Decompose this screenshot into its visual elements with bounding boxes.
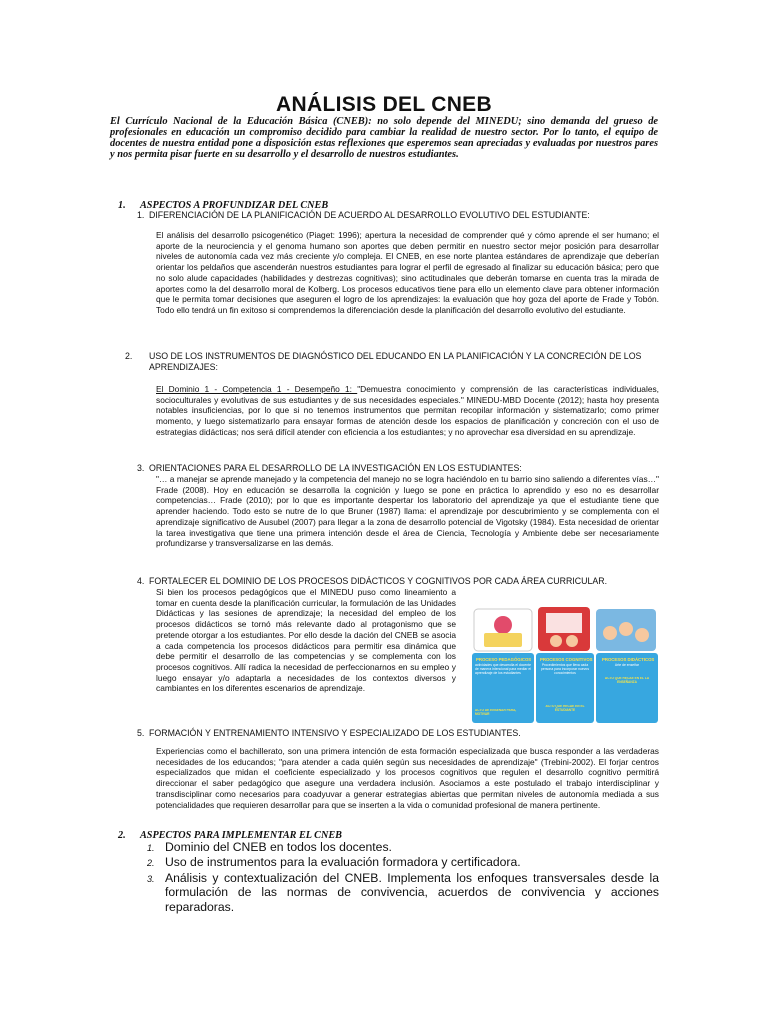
figure-panel-3-title: PROCESOS DIDÁCTICOS [602, 657, 655, 662]
subsection-3-body: "… a manejar se aprende manejado y la competencia del manejo no se logra haciéndolo en tu barrio sino saliendo a diferentes vías…" Frade (2008). Hoy en educación se desarrolla la cognición y luego se pone en práctica lo aprendido y eso no es desarrollar competencias… Frade (2010); por lo que es importante despertar los laboratorio del aprendizaje ya que el estudiante tiene que aprender haciendo. Todo esto se nutre de lo que Bruner (1987) llama: el aprendizaje por descubrimiento y se complementa con el aprendizaje significativo de Ausubel (2007) para llegar a la zona de desarrollo potencial de Vigotsky (1984). Esta necesidad de orientar la tarea investigativa que tiene una primera intención desde el área de Ciencia, Tecnología y Ambiente debe ser necesariamente profundizarse y transversalizarse en las demás. [156, 474, 659, 549]
page-title: ANÁLISIS DEL CNEB [276, 93, 492, 116]
list-item-text: Uso de instrumentos para la evaluación formadora y certificadora. [165, 855, 521, 870]
list-item [147, 840, 659, 854]
figure-photo-3-child [603, 626, 617, 640]
subsection-3-title: ORIENTACIONES PARA EL DESARROLLO DE LA INVESTIGACIÓN EN LOS ESTUDIANTES: [149, 463, 522, 473]
figure-panel-3-text: Arte de enseñar [614, 663, 640, 667]
figure-panel-2-text: Procedimientos que lleva cada persona para incorporar nuevos conocimientos [540, 663, 590, 676]
list-item-text: Análisis y contextualización del CNEB. Implementa los enfoques transversales desde la formulación de las normas de convivencia, acuerdos de convivencia y acciones reparadoras. [165, 870, 659, 914]
subsection-2-body [156, 384, 659, 438]
subsection-2-heading [125, 351, 671, 373]
figure-photo-3-child-3 [635, 628, 649, 642]
figure-panel-3-text-box [599, 663, 655, 677]
figure-panel-1-title: PROCESO PEDAGÓGICOS [476, 657, 532, 662]
didactic-processes-figure [470, 605, 660, 725]
figure-panel-1-text-box [475, 663, 531, 707]
list-item [147, 871, 659, 914]
figure-photo-2-child [550, 635, 562, 647]
subsection-4-body: Si bien los procesos pedagógicos que el MINEDU puso como lineamiento a tomar en cuenta desde la planificación curricular, la formulación de las Unidades Didácticas y las sesiones de aprendizaje; la necesidad del empleo de los procesos didácticos se tornó más relevante dado al protagonismo que se pretende otorgar a los estudiantes. Por ello desde la dación del CNEB se asocia a cada competencia los procesos didácticos para permitir esa dinámica que debe permitir el desarrollo de las competencias y se complementa con los procesos cognitivos. Allí radica la necesidad de perfeccionarnos en su empleo y luego ensayar y/o adaptarla a necesidades de los contextos diversos y cambiantes en los diferentes escenarios de aprendizaje. [156, 587, 456, 694]
section-2-title: ASPECTOS PARA IMPLEMENTAR EL CNEB [140, 830, 342, 841]
subsection-4-title: FORTALECER EL DOMINIO DE LOS PROCESOS DIDÁCTICOS Y COGNITIVOS POR CADA ÁREA CURRICULAR. [149, 576, 608, 586]
subsection-5-title: FORMACIÓN Y ENTRENAMIENTO INTENSIVO Y ESPECIALIZADO DE LOS ESTUDIANTES. [149, 728, 521, 738]
figure-panel-1-text: actividades que desarrolla el docente de manera intencional para mediar el aprendizaje de los estudiantes [475, 663, 531, 676]
figure-photo-2-board [546, 613, 582, 633]
figure-panel-1-footer-box [475, 709, 531, 721]
list-item-text: Dominio del CNEB en todos los docentes. [165, 840, 392, 854]
subsection-3-heading [137, 463, 659, 474]
figure-photo-2-child-2 [566, 635, 578, 647]
intro-paragraph: El Currículo Nacional de la Educación Básica (CNEB): no solo depende del MINEDU; sino demanda del grueso de profesionales en educación un compromiso decidido para cambiar la realidad de nuestro sector. Por lo tanto, el equipo de docentes de nuestra entidad pone a disposición estas reflexiones que esperemos sean apreciadas y evaluadas por nuestros pares y nos permita pisar fuerte en su desarrollo y el desarrollo de nuestros estudiantes. [110, 116, 658, 160]
figure-photo-3-child-2 [619, 622, 633, 636]
subsection-1-number: 1. [137, 210, 145, 220]
figure-panel-3-footer-box [599, 677, 655, 693]
figure-photo-1-book [484, 633, 522, 647]
subsection-2-title: USO DE LOS INSTRUMENTOS DE DIAGNÓSTICO DEL EDUCANDO EN LA PLANIFICACIÓN Y LA CONCRECIÓN DE LOS APRENDIZAJES: [149, 351, 642, 372]
section-2-list [147, 840, 659, 915]
figure-panel-2-title: PROCESOS COGNITIVOS [540, 657, 593, 662]
figure-panel-2-footer-box [539, 705, 591, 719]
section-1-title: ASPECTOS A PROFUNDIZAR DEL CNEB [140, 200, 329, 211]
subsection-1-title: DIFERENCIACIÓN DE LA PLANIFICACIÓN DE ACUERDO AL DESARROLLO EVOLUTIVO DEL ESTUDIANTE: [149, 210, 590, 220]
subsection-5-body: Experiencias como el bachillerato, son una primera intención de esta formación especializada que busca responder a las verdaderas necesidades de los educandos; "para atender a cada quién según sus necesidades de aprendizaje" (Trebini-2002). El forjar centros especializados que midan el coeficiente especializado y los procesos cognitivos que regulen el desarrollo cognitivo permitirá direccionar el saber pedagógico que asegure una verdadera inclusión. Asociamos a este postulado el trabajo interdisciplinar y transdisciplinar como necesarios para coadyuvar a generar estrategias abiertas que permitan niveles de autonomía mediada a sus potencialidades que requieren desarrollar para que se inserten a la vida o comunidad profesional de manera pertinente. [156, 746, 659, 810]
subsection-4-heading [137, 576, 659, 587]
section-1-number: 1. [118, 200, 126, 211]
list-item-number: 1. [147, 843, 155, 853]
subsection-2-number: 2. [125, 351, 133, 361]
list-item-number: 3. [147, 873, 155, 884]
list-item [147, 855, 659, 869]
subsection-5-number: 5. [137, 728, 145, 738]
figure-panel-2-text-box [539, 663, 591, 703]
figure-panel-3-footer: ACTO QUE RECAE EN EL LA ENSEÑANZA [604, 677, 650, 684]
figure-panel-1-footer: ACTO DE ENSEÑAR PARA, MOTIVAR [475, 709, 517, 716]
subsection-5-heading [137, 728, 659, 739]
subsection-1-body: El análisis del desarrollo psicogenético (Piaget: 1996); apertura la necesidad de comprender qué y cómo aprende el ser humano; el aporte de la neurociencia y el genoma humano son aportes que deben permitir en nuestro sector mejor posición para desarrollar niveles de autonomía cada vez más creciente y/o compleja. El CNEB, en ese norte plantea estándares de aprendizaje que deberían orientar los peldaños que ascenderán nuestros estudiantes para lograr el perfil de egresado al finalizar su educación básica; pero que no solo alude capacidades (habilidades y destrezas cognitivas); sino actitudinales que deberán tomarse en cuenta tras la mirada de aportes como la del desarrollo moral de Kolberg. Los procesos educativos tiene para ello un elemento clave para obtener información que le permita tomar decisiones que aseguren el logro de los aprendizajes: la evaluación que hoy goza del aporte de Frade y Tobón. Todo ello tendrá un fin exitoso si comprendemos la diferenciación desde la planificación del desarrollo evolutivo del estudiante. [156, 230, 659, 315]
section-2-number: 2. [118, 830, 126, 841]
subsection-2-body-text: "Demuestra conocimiento y comprensión de las características individuales, socioculturales y evolutivas de sus estudiantes y de sus necesidades especiales." MINEDU-MBD Docente (2012); hasta hoy presenta notables insuficiencias, por lo que si no tenemos instrumentos que permitan recopilar información y sistematizarlo; como primer momento, y luego sistematizarlo para ensayar formas de atención desde los espacios de planificación y concreción con el uso de estrategias didácticas; nos será difícil atender con eficiencia a los estudiantes; y no aprovechar esa diversidad en su aprendizaje. [156, 384, 659, 437]
figure-panel-2-footer: ACTO QUE RECAE EN EL ESTUDIANTE [545, 705, 585, 712]
subsection-4-number: 4. [137, 576, 145, 586]
subsection-1-heading [137, 210, 659, 221]
figure-photo-1-face [494, 616, 512, 634]
list-item-number: 2. [147, 858, 155, 869]
subsection-2-reference: El Dominio 1 - Competencia 1 - Desempeño 1: [156, 384, 358, 394]
subsection-3-number: 3. [137, 463, 145, 473]
